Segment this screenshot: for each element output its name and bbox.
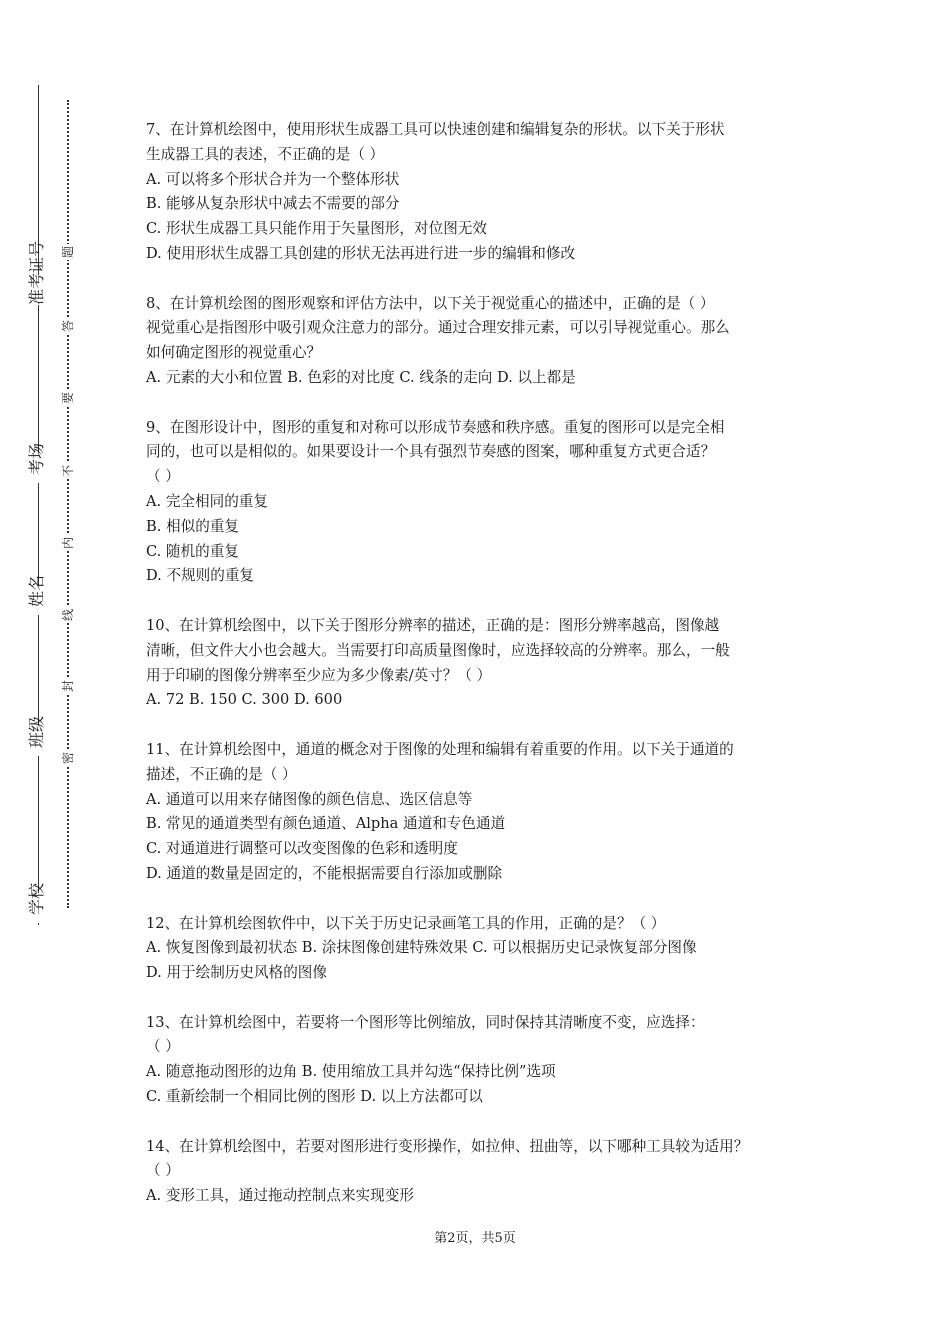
binding-margin bbox=[0, 0, 100, 1344]
question-list bbox=[146, 118, 826, 1209]
option-b: B. 常见的通道类型有颜色通道、Alpha 通道和专色通道 bbox=[146, 815, 506, 833]
question-text: 同的，也可以是相似的。如果要设计一个具有强烈节奏感的图案，哪种重复方式更合适？ bbox=[146, 443, 716, 461]
option-a: A. 通道可以用来存储图像的颜色信息、选区信息等 bbox=[146, 790, 473, 808]
option-d: D. 不规则的重复 bbox=[146, 567, 255, 585]
question-9 bbox=[146, 416, 826, 590]
seal-char: 题 bbox=[61, 246, 75, 259]
question-text: 7、在计算机绘图中，使用形状生成器工具可以快速创建和编辑复杂的形状。以下关于形状 bbox=[146, 121, 725, 138]
question-text: 清晰，但文件大小也会越大。当需要打印高质量图像时，应选择较高的分辨率。那么，一般 bbox=[146, 641, 730, 659]
question-text: 12、在计算机绘图软件中，以下关于历史记录画笔工具的作用，正确的是？（ ） bbox=[146, 914, 666, 932]
option-a: A. 变形工具，通过拖动控制点来实现变形 bbox=[146, 1187, 414, 1205]
option-d: D. 通道的数量是固定的，不能根据需要自行添加或删除 bbox=[146, 864, 503, 882]
option-c: C. 形状生成器工具只能作用于矢量图形，对位图无效 bbox=[146, 220, 487, 238]
question-text: 13、在计算机绘图中，若要将一个图形等比例缩放，同时保持其清晰度不变，应选择： bbox=[146, 1013, 705, 1031]
question-10 bbox=[146, 614, 826, 713]
answer-blank: （ ） bbox=[146, 468, 180, 486]
question-text: 描述，不正确的是（ ） bbox=[146, 765, 297, 783]
seal-char: 封 bbox=[61, 680, 75, 693]
answer-blank: （ ） bbox=[146, 1038, 180, 1056]
seal-char: 不 bbox=[61, 465, 75, 478]
question-text: 如何确定图形的视觉重心？ bbox=[146, 344, 322, 362]
question-text: 生成器工具的表述，不正确的是（ ） bbox=[146, 145, 385, 163]
option-c: C. 随机的重复 bbox=[146, 542, 239, 560]
page-number-footer: 第2页，共5页 bbox=[434, 1231, 516, 1246]
seal-dotted-line bbox=[67, 100, 69, 908]
question-text: 用于印刷的图像分辨率至少应为多少像素/英寸？（ ） bbox=[146, 666, 492, 684]
question-text: 11、在计算机绘图中，通道的概念对于图像的处理和编辑有着重要的作用。以下关于通道的 bbox=[146, 740, 734, 758]
seal-char: 密 bbox=[61, 752, 75, 765]
option-d: D. 使用形状生成器工具创建的形状无法再进行进一步的编辑和修改 bbox=[146, 244, 576, 262]
answer-blank: （ ） bbox=[146, 1162, 180, 1180]
option-a: A. 完全相同的重复 bbox=[146, 492, 268, 510]
options-line: A. 72 B. 150 C. 300 D. 600 bbox=[146, 691, 343, 709]
field-label-class: 班级 bbox=[29, 726, 45, 756]
field-label-name: 姓名 bbox=[29, 585, 45, 615]
question-text: 14、在计算机绘图中，若要对图形进行变形操作，如拉伸、扭曲等，以下哪种工具较为适用？ bbox=[146, 1137, 749, 1155]
options-line: D. 用于绘制历史风格的图像 bbox=[146, 964, 327, 982]
options-line: A. 恢复图像到最初状态 B. 涂抹图像创建特殊效果 C. 可以根据历史记录恢复部分图像 bbox=[146, 939, 697, 957]
field-label-exam-id: 准考证号 bbox=[27, 240, 46, 305]
question-text: 视觉重心是指图形中吸引观众注意力的部分。通过合理安排元素，可以引导视觉重心。那么 bbox=[146, 319, 730, 337]
options-line: A. 随意拖动图形的边角 B. 使用缩放工具并勾选“保持比例”选项 bbox=[146, 1063, 556, 1081]
options-line: C. 重新绘制一个相同比例的图形 D. 以上方法都可以 bbox=[146, 1088, 483, 1106]
question-13 bbox=[146, 1011, 826, 1110]
question-14 bbox=[146, 1135, 826, 1209]
option-b: B. 能够从复杂形状中减去不需要的部分 bbox=[146, 195, 400, 213]
binding-solid-line bbox=[38, 85, 39, 925]
field-label-exam-room: 考场 bbox=[29, 453, 45, 483]
seal-char: 线 bbox=[61, 609, 75, 622]
question-7 bbox=[146, 118, 826, 267]
question-text: 8、在计算机绘图的图形观察和评估方法中，以下关于视觉重心的描述中，正确的是（ ） bbox=[146, 294, 715, 312]
question-11 bbox=[146, 738, 826, 887]
question-8 bbox=[146, 292, 826, 391]
seal-char: 答 bbox=[61, 320, 75, 333]
field-label-school: 学校 bbox=[29, 893, 45, 923]
option-b: B. 相似的重复 bbox=[146, 517, 239, 535]
options-line: A. 元素的大小和位置 B. 色彩的对比度 C. 线条的走向 D. 以上都是 bbox=[146, 368, 576, 386]
question-text: 10、在计算机绘图中，以下关于图形分辨率的描述，正确的是：图形分辨率越高，图像越 bbox=[146, 616, 720, 634]
seal-char: 要 bbox=[61, 392, 75, 405]
seal-char: 内 bbox=[61, 537, 75, 550]
question-text: 9、在图形设计中，图形的重复和对称可以形成节奏感和秩序感。重复的图形可以是完全相 bbox=[146, 418, 725, 436]
option-a: A. 可以将多个形状合并为一个整体形状 bbox=[146, 170, 400, 188]
option-c: C. 对通道进行调整可以改变图像的色彩和透明度 bbox=[146, 840, 458, 858]
question-12 bbox=[146, 912, 826, 986]
